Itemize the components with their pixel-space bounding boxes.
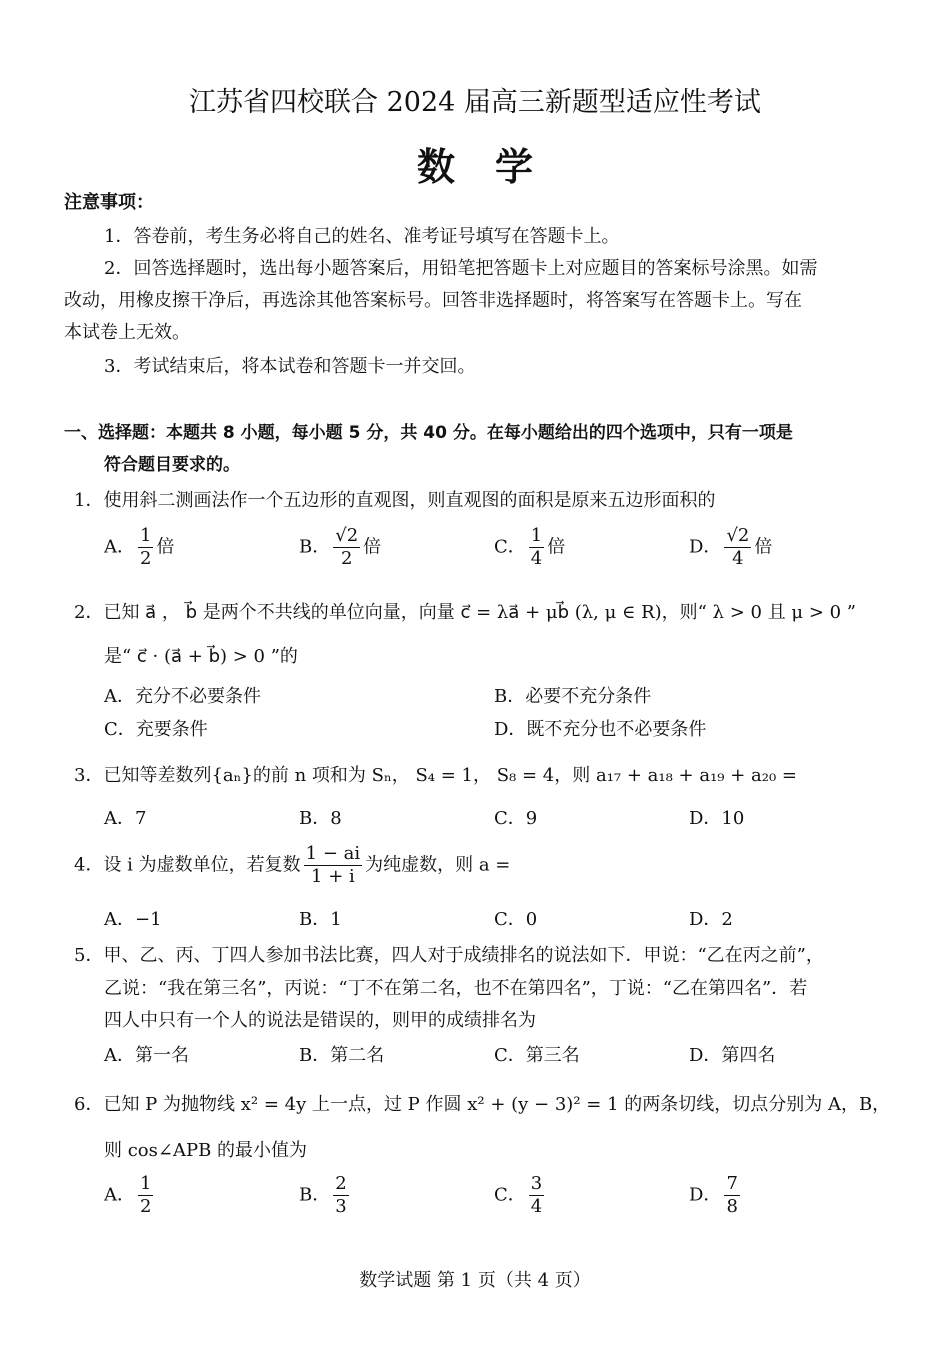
q1-d-num: √2 <box>726 525 750 546</box>
notice-item-2-line-3: 本试卷上无效。 <box>64 322 190 343</box>
q1-a-fraction <box>138 525 153 570</box>
q1-option-d <box>689 525 772 570</box>
q1-stem: 1．使用斜二测画法作一个五边形的直观图，则直观图的面积是原来五边形面积的 <box>74 490 716 511</box>
section-1-heading: 一、选择题：本题共 8 小题，每小题 5 分，共 40 分。在每小题给出的四个选项中，只有一项是 <box>64 423 793 443</box>
q2-stem-line-2: 是“ c⃗ · (a⃗ + b⃗) > 0 ”的 <box>104 646 298 667</box>
q6-b-num: 2 <box>335 1173 347 1194</box>
q6-a-label: A． <box>104 1184 135 1206</box>
q3-option-c: C．9 <box>494 808 538 829</box>
q1-a-suffix: 倍 <box>156 536 175 558</box>
notice-item-1: 1．答卷前，考生务必将自己的姓名、准考证号填写在答题卡上。 <box>104 226 620 247</box>
q1-c-fraction <box>529 525 544 570</box>
exam-title: 江苏省四校联合 2024 届高三新题型适应性考试 <box>189 87 761 118</box>
q4-fraction <box>304 843 362 888</box>
q6-d-den: 8 <box>726 1196 738 1217</box>
q4-stem-suffix: 为纯虚数，则 a = <box>365 854 511 876</box>
q6-b-fraction <box>333 1173 348 1218</box>
q3-stem: 3．已知等差数列{aₙ}的前 n 项和为 Sₙ， S₄ = 1， S₈ = 4，则 a₁₇ + a₁₈ + a₁₉ + a₂₀ = <box>74 765 797 786</box>
q5-option-d: D．第四名 <box>689 1045 776 1066</box>
q6-b-label: B． <box>299 1184 331 1206</box>
q6-option-d <box>689 1173 743 1218</box>
q4-option-d: D．2 <box>689 909 733 930</box>
q1-b-num: √2 <box>335 525 359 546</box>
q4-frac-den: 1 + i <box>311 866 355 887</box>
notice-item-2-line-1: 2．回答选择题时，选出每小题答案后，用铅笔把答题卡上对应题目的答案标号涂黑。如需 <box>104 258 818 279</box>
q1-b-den: 2 <box>340 548 353 569</box>
q6-d-fraction <box>724 1173 739 1218</box>
q5-line-1: 5．甲、乙、丙、丁四人参加书法比赛，四人对于成绩排名的说法如下．甲说：“乙在丙之前”， <box>74 945 824 966</box>
q6-option-b <box>299 1173 352 1218</box>
q5-option-b: B．第二名 <box>299 1045 385 1066</box>
q6-a-num: 1 <box>140 1173 152 1194</box>
q6-d-num: 7 <box>726 1173 738 1194</box>
q4-option-a: A．−1 <box>104 909 162 930</box>
q4-stem-prefix: 4．设 i 为虚数单位，若复数 <box>74 854 301 876</box>
q1-d-label: D． <box>689 536 722 558</box>
q1-d-suffix: 倍 <box>754 536 773 558</box>
q4-frac-num: 1 − ai <box>305 843 361 864</box>
q2-stem-line-1: 2．已知 a⃗ ， b⃗ 是两个不共线的单位向量，向量 c⃗ = λa⃗ + μb⃗ (λ, μ ∈ R)，则“ λ > 0 且 μ > 0 ” <box>74 602 857 623</box>
q2-option-c: C．充要条件 <box>104 719 208 740</box>
q1-c-den: 4 <box>530 548 543 569</box>
q1-d-den: 4 <box>732 548 744 569</box>
q2-option-b: B．必要不充分条件 <box>494 686 652 707</box>
q6-b-den: 3 <box>335 1196 347 1217</box>
q1-c-label: C． <box>494 536 526 558</box>
q6-d-label: D． <box>689 1184 722 1206</box>
q1-a-den: 2 <box>140 548 152 569</box>
q6-line-2: 则 cos∠APB 的最小值为 <box>104 1140 308 1161</box>
q1-option-b <box>299 525 381 570</box>
q5-option-a: A．第一名 <box>104 1045 189 1066</box>
q3-option-d: D．10 <box>689 808 745 829</box>
q6-option-c <box>494 1173 547 1218</box>
q1-b-suffix: 倍 <box>363 536 382 558</box>
q6-c-label: C． <box>494 1184 526 1206</box>
q3-option-b: B．8 <box>299 808 342 829</box>
q1-option-c <box>494 525 565 570</box>
q6-c-num: 3 <box>530 1173 543 1194</box>
q6-c-den: 4 <box>530 1196 543 1217</box>
q2-option-d: D．既不充分也不必要条件 <box>494 719 707 740</box>
q6-a-den: 2 <box>140 1196 152 1217</box>
q1-a-label: A． <box>104 536 135 558</box>
notice-item-3: 3．考试结束后，将本试卷和答题卡一并交回。 <box>104 356 476 377</box>
q1-b-label: B． <box>299 536 331 558</box>
q5-line-3: 四人中只有一个人的说法是错误的，则甲的成绩排名为 <box>104 1010 536 1031</box>
q4-option-b: B．1 <box>299 909 342 930</box>
q6-a-fraction <box>138 1173 153 1218</box>
q5-option-c: C．第三名 <box>494 1045 580 1066</box>
subject-title: 数学 <box>416 144 573 189</box>
q1-b-fraction <box>333 525 360 570</box>
q4-option-c: C．0 <box>494 909 538 930</box>
q2-option-a: A．充分不必要条件 <box>104 686 261 707</box>
q1-option-a <box>104 525 174 570</box>
notice-item-2-line-2: 改动，用橡皮擦干净后，再选涂其他答案标号。回答非选择题时，将答案写在答题卡上。写在 <box>64 290 802 311</box>
q1-c-num: 1 <box>530 525 543 546</box>
q1-d-fraction <box>724 525 751 570</box>
q5-line-2: 乙说：“我在第三名”，丙说：“丁不在第二名，也不在第四名”，丁说：“乙在第四名”．若 <box>104 978 808 999</box>
q6-c-fraction <box>529 1173 544 1218</box>
section-1-heading-cont: 符合题目要求的。 <box>104 455 240 475</box>
notice-heading: 注意事项： <box>64 192 154 213</box>
q6-line-1: 6．已知 P 为抛物线 x² = 4y 上一点，过 P 作圆 x² + (y − 3)² = 1 的两条切线，切点分别为 A，B， <box>74 1094 891 1115</box>
q1-a-num: 1 <box>140 525 152 546</box>
q4-stem <box>74 843 510 888</box>
q3-option-a: A．7 <box>104 808 147 829</box>
page-footer: 数学试题 第 1 页（共 4 页） <box>359 1270 591 1291</box>
q1-c-suffix: 倍 <box>547 536 566 558</box>
q6-option-a <box>104 1173 156 1218</box>
